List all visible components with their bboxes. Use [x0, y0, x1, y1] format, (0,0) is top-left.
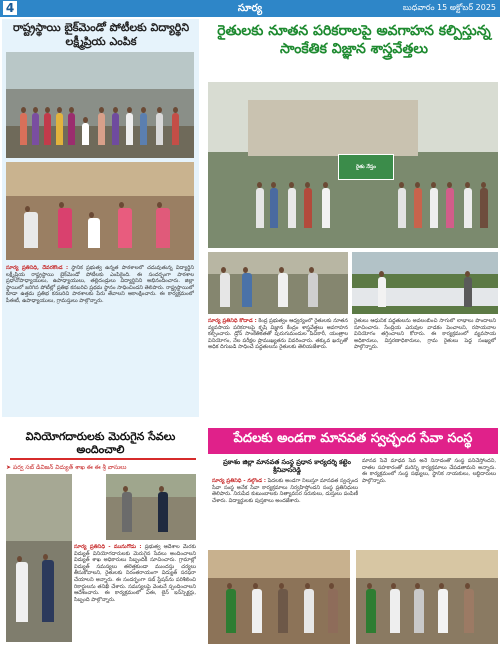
story2-inset-photo [106, 474, 196, 540]
story4-headline: పేదలకు అండగా మానవత స్వచ్ఛంద సేవా సంస్థ [233, 431, 473, 446]
story2-rule [10, 458, 196, 460]
story2-subheadline: ➤ పర్వ సబ్ డివిజన్ విద్యుత్ శాఖ ఈ ఈ శ్రీ వాసులు [6, 464, 127, 471]
page-number: 4 [3, 1, 17, 15]
story2-text: ప్రభుత్వ ఆదేశాల మేరకు విద్యుత్ వినియోగదారులకు మెరుగైన సేవలు అందించాలని విద్యుత్ శాఖ అధికారులు సిబ్బందికి సూచించారు. గ్రామాల్లో విద్యుత్ సమస్యలు తలెత్తకుండా ముందస్తు చర్యలు తీసుకోవాలని, రైతులకు నిరంతరాయంగా విద్యుత్ సరఫరా చేయాలని అన్నారు. ఈ సందర్భంగా సబ్ స్టేషన్‌ను పరిశీలించి రికార్డులను తనిఖీ చేశారు. సమస్యలపై వెంటనే స్పందించాలని ఆదేశించారు. ఈ కార్యక్రమంలో ఏఈ, లైన్ ఇన్‌స్పెక్టర్లు, సిబ్బంది పాల్గొన్నారు. [74, 544, 196, 603]
masthead: సూర్య [237, 3, 263, 14]
story3-headline: రైతులకు నూతన పరికరాలపై అవగాహన కల్పిస్తున్న సాంకేతిక విజ్ఞాన శాస్త్రవేత్తలు [217, 23, 491, 57]
story4-photo-right [356, 550, 498, 644]
story3-photo-right [352, 252, 498, 314]
story1-seated-photo [6, 162, 194, 260]
story4-text-left: పేదలకు అండగా నిలుస్తూ మానవత స్వచ్ఛంద సేవా సంస్థ అనేక సేవా కార్యక్రమాలు నిర్వహిస్తోందని సంస్థ ప్రతినిధులు తెలిపారు. నిరుపేద కుటుంబాలకు నిత్యావసర సరుకులు, దుస్తులు పంపిణీ చేశారు. విద్యార్థులకు పుస్తకాలు అందజేశారు. [212, 478, 358, 504]
story3-main-photo [208, 82, 498, 248]
story3-dateline: సూర్య ప్రతినిధి కోదాడ : [208, 318, 257, 324]
story3-body-right: రైతులు ఆధునిక పద్ధతులను అవలంబించి సాగులో లాభాలు పొందాలని సూచించారు. సేంద్రియ ఎరువుల వాడకం పెంచాలని, రసాయనాల వినియోగం తగ్గించాలని కోరారు. ఈ కార్యక్రమంలో వ్యవసాయ అధికారులు, విస్తరణాధికారులు, గ్రామ రైతులు పెద్ద సంఖ్యలో పాల్గొన్నారు. [354, 318, 496, 351]
story1-dateline: సూర్య ప్రతినిధి, దేవరకొండ : [6, 265, 69, 271]
story1-headline: రాష్ట్రస్థాయి బైక్‌మెండో పోటీలకు విద్యార్థిని లక్ష్మీప్రియ ఎంపిక [12, 21, 190, 48]
story3-banner: రైతు నేస్తం [338, 154, 394, 180]
issue-date: బుధవారం 15 అక్టోబర్ 2025 [402, 3, 496, 12]
story2-body [74, 544, 196, 644]
story1-text: స్థానిక ప్రభుత్వ ఉన్నత పాఠశాలలో చదువుతున్న విద్యార్థిని లక్ష్మీప్రియ రాష్ట్రస్థాయి బైక్‌మెండో పోటీలకు ఎంపికైంది. ఈ సందర్భంగా పాఠశాల ప్రధానోపాధ్యాయులు, ఉపాధ్యాయులు, తల్లిదండ్రులు విద్యార్థినిని అభినందించారు. జిల్లా స్థాయిలో జరిగిన పోటీల్లో ప్రతిభ కనబరిచి ప్రథమ స్థానం సాధించిందని తెలిపారు. రాష్ట్రస్థాయిలో కూడా ఉత్తమ ప్రతిభ కనబరిచి పాఠశాలకు పేరు తేవాలని ఆకాంక్షించారు. ఈ కార్యక్రమంలో పీఈటీ, ఉపాధ్యాయులు, గ్రామస్తులు పాల్గొన్నారు. [6, 265, 194, 304]
story4-subheadline: ప్రకాశం జిల్లా మానవత సంస్థ ప్రధాన కార్యదర్శి కట్టెం శ్రీనివాసరెడ్డి [223, 458, 351, 474]
story2-headline: వినియోగదారులకు మెరుగైన సేవలు అందించాలి [25, 430, 176, 456]
story4-photo-left [208, 550, 350, 644]
story1-group-photo [6, 52, 194, 158]
story3-body-left [208, 318, 348, 422]
story4-dateline: సూర్య ప్రతినిధి - నల్గొండ : [212, 478, 266, 484]
story3-drone-sheet [352, 288, 498, 306]
story2-photo [6, 474, 72, 642]
story4-body-left [212, 478, 358, 548]
story1-body [6, 265, 194, 415]
story4-body-right: మానవ సేవే మాధవ సేవ అనే నినాదంతో సంస్థ పనిచేస్తోందని, దాతల సహకారంతో మరిన్ని కార్యక్రమాలు చేపడతామని అన్నారు. ఈ కార్యక్రమంలో సంస్థ సభ్యులు, స్థానిక నాయకులు, లబ్ధిదారులు పాల్గొన్నారు. [362, 458, 496, 484]
story2-dateline: సూర్య ప్రతినిధి - మునుగోడు : [74, 544, 142, 550]
story3-text-left: కేంద్ర ప్రభుత్వం ఆధ్వర్యంలో రైతులకు నూతన వ్యవసాయ పరికరాలపై కృషి విజ్ఞాన కేంద్రం శాస్త్రవేత్తలు అవగాహన కల్పించారు. డ్రోన్ సాంకేతికతతో పురుగుమందుల పిచికారీ, యంత్రాల వినియోగం, నేల పరీక్షల ప్రాముఖ్యతను వివరించారు. తక్కువ ఖర్చుతో అధిక దిగుబడి సాధించే పద్ధతులను రైతులకు తెలియజేశారు. [208, 318, 348, 351]
story3-photo-left [208, 252, 348, 314]
